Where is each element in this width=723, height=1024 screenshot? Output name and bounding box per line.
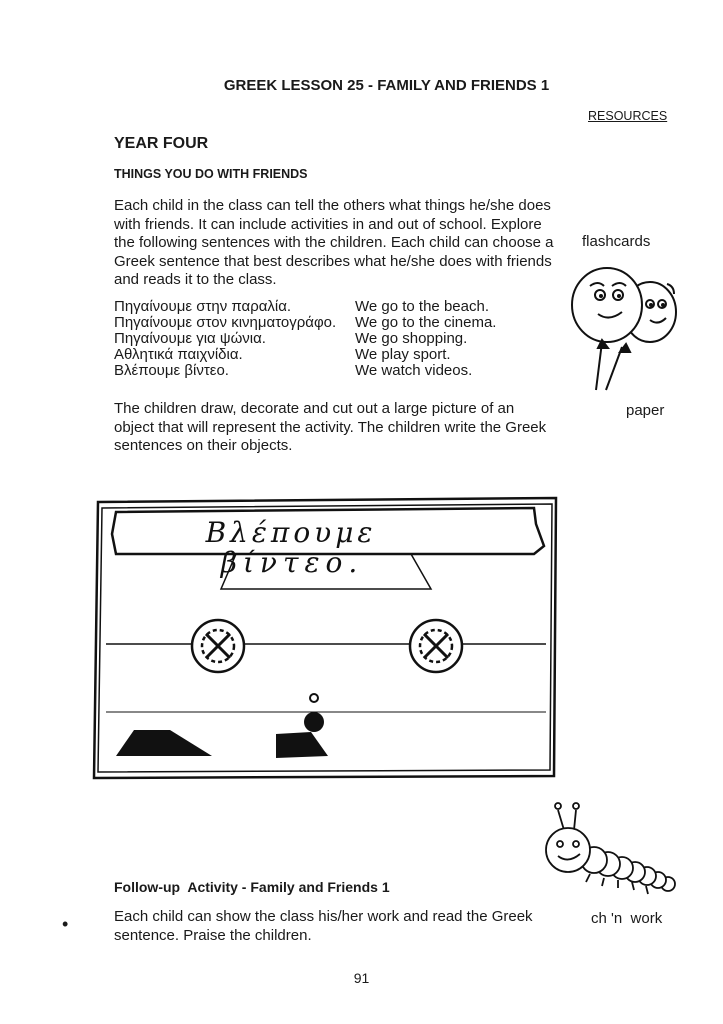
page-title: GREEK LESSON 25 - FAMILY AND FRIENDS 1 bbox=[223, 77, 550, 94]
greek-phrase: Πηγαίνουμε στον κινηματογράφο. bbox=[114, 314, 337, 331]
caterpillar-icon bbox=[540, 798, 680, 898]
english-phrase: We play sport. bbox=[355, 346, 451, 363]
resource-paper: paper bbox=[626, 402, 665, 419]
page-number: 91 bbox=[353, 970, 370, 986]
greek-phrase: Αθλητικά παιχνίδια. bbox=[114, 346, 243, 363]
followup-paragraph: Each child can show the class his/her work and read the Greek sentence. Praise the children. bbox=[114, 908, 533, 944]
phrase-row bbox=[114, 315, 496, 331]
phrase-table bbox=[114, 299, 496, 379]
cassette-illustration bbox=[86, 494, 562, 784]
bullet-point: • bbox=[62, 914, 69, 934]
english-phrase: We go to the beach. bbox=[355, 298, 489, 315]
greek-phrase: Πηγαίνουμε στην παραλία. bbox=[114, 298, 292, 315]
cassette-greek-line1: Βλέπουμε bbox=[205, 516, 377, 549]
resource-flashcards: flashcards bbox=[582, 233, 651, 250]
activity-paragraph: The children draw, decorate and cut out a large picture of an object that will represent the activity. The children write the Greek sentences on their objects. bbox=[114, 400, 547, 454]
english-phrase: We watch videos. bbox=[355, 362, 473, 379]
cassette-greek-line2: βίντεο. bbox=[220, 546, 364, 579]
cassette-reel-right bbox=[410, 620, 462, 672]
section-subheading: THINGS YOU DO WITH FRIENDS bbox=[114, 167, 308, 181]
year-heading: YEAR FOUR bbox=[114, 135, 209, 152]
phrase-row bbox=[114, 299, 496, 315]
english-phrase: We go shopping. bbox=[355, 330, 468, 347]
cassette-wedge-shape bbox=[116, 730, 212, 756]
phrase-row bbox=[114, 363, 496, 379]
balloon-friends-icon bbox=[562, 262, 692, 392]
phrase-row bbox=[114, 347, 496, 363]
cassette-reel-left bbox=[192, 620, 244, 672]
english-phrase: We go to the cinema. bbox=[355, 314, 497, 331]
intro-paragraph: Each child in the class can tell the others what things he/she does with friends. It can include activities in and out of school. Explore the following sentences with the children. Each child can choose a Greek sentence that best describes what he/she does with friends and reads it to the class. bbox=[114, 197, 554, 288]
resource-chnwork: ch 'n work bbox=[591, 910, 663, 927]
resources-heading: RESOURCES bbox=[588, 109, 668, 123]
greek-phrase: Πηγαίνουμε για ψώνια. bbox=[114, 330, 266, 347]
followup-heading: Follow-up Activity - Family and Friends 1 bbox=[114, 879, 390, 895]
phrase-row bbox=[114, 331, 496, 347]
cassette-slot-shape bbox=[276, 732, 328, 758]
greek-phrase: Βλέπουμε βίντεο. bbox=[114, 362, 229, 379]
